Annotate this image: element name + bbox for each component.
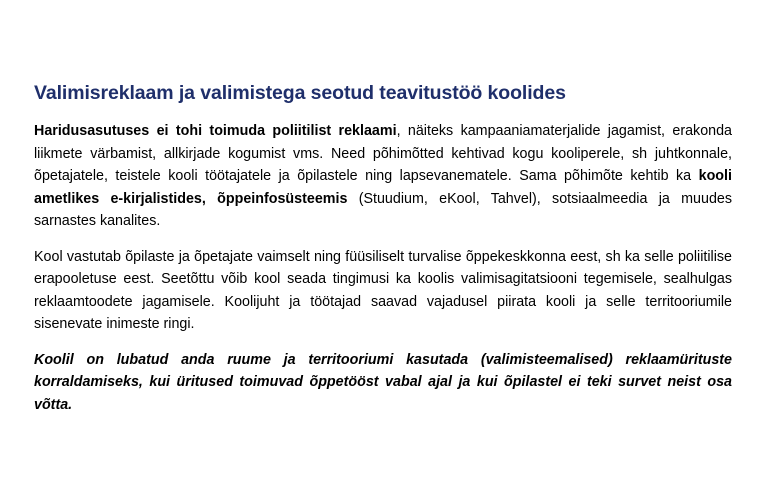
paragraph-3: Koolil on lubatud anda ruume ja territooriumi kasutada (valimisteemalised) reklaamürituste korraldamiseks, kui üritused toimuvad õppetööst vabal ajal ja kui õpilastel ei teki survet neist osa võtta. [34, 351, 732, 413]
document [34, 80, 732, 429]
paragraph-2: Kool vastutab õpilaste ja õpetajate vaimselt ning füüsiliselt turvalise õppekeskkonna eest, sh ka selle poliitilise erapooletuse eest. Seetõttu võib kool seada tingimusi ka koolis valimisagitatsiooni tegemisele, sealhulgas reklaamtoodete jagamisele. Koolijuht ja töötajad saavad vajadusel piirata kooli ja selle territooriumile sisenevate inimeste ringi. [34, 248, 732, 332]
bold-lead-text: Haridusasutuses ei tohi toimuda poliitilist reklaami [34, 123, 397, 139]
paragraph-1-text-b: (Stuudium, eKool, Tahvel), sotsiaalmeedia ja muudes sarnastes kanalites. [34, 190, 732, 229]
paragraph-1 [34, 120, 732, 233]
page-title: Valimisreklaam ja valimistega seotud teavitustöö koolides [34, 82, 566, 104]
bold-channels-text: kooli ametlikes e-kirjalistides, õppeinfosüsteemis [34, 168, 732, 207]
paragraph-1-text-a: , näiteks kampaaniamaterjalide jagamist, erakonda liikmete värbamist, allkirjade kogumist vms. Need põhimõtted kehtivad kogu kooliperele, sh juhtkonnale, õpetajatele, teistele kooli töötajatele ja õpilastele ning lapsevanematele. Sama põhimõte kehtib ka [34, 123, 732, 184]
